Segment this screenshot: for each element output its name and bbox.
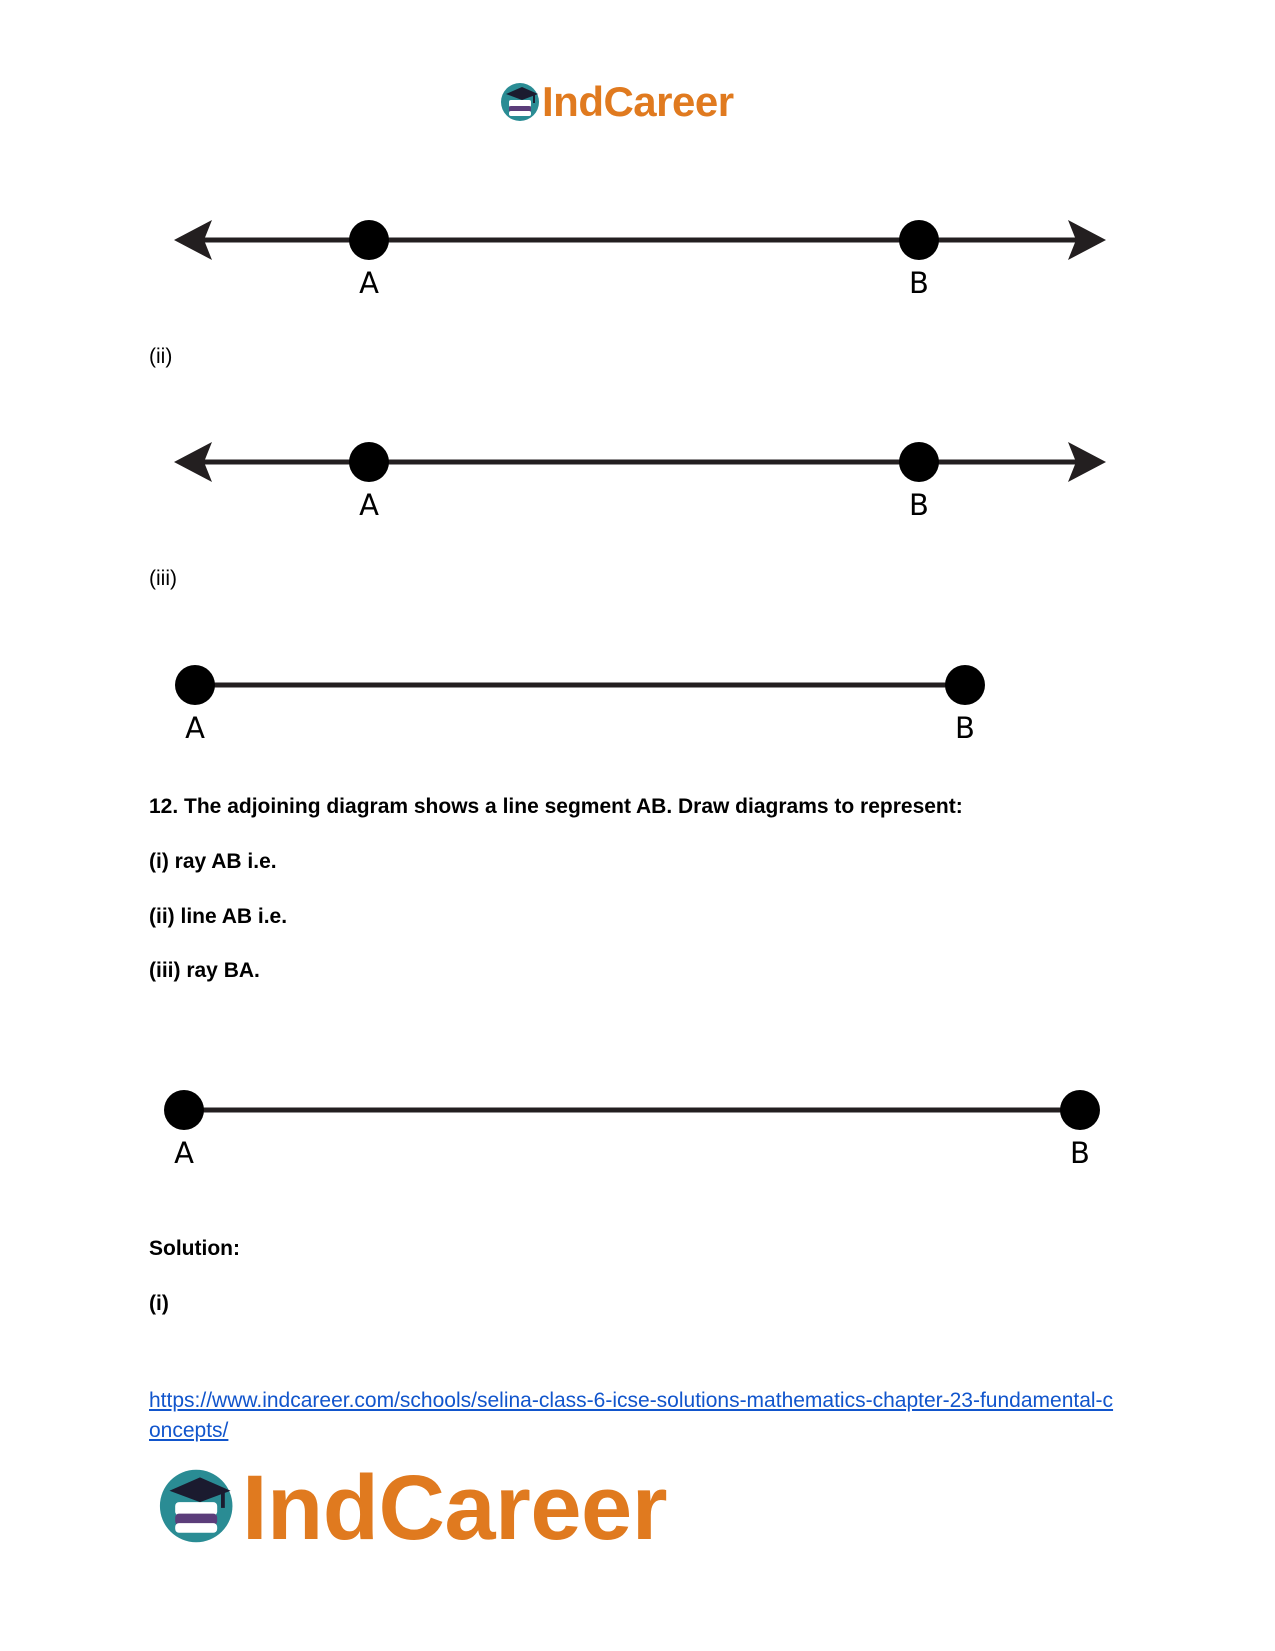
label-iii: (iii) (149, 567, 177, 590)
solution-part-i: (i) (149, 1292, 169, 1315)
footer-brand: IndCareer (242, 1457, 667, 1559)
point-b (899, 442, 939, 482)
point-a (349, 442, 389, 482)
diagram-line-ab-1 (160, 200, 1120, 310)
point-a (164, 1090, 204, 1130)
solution-heading: Solution: (149, 1237, 240, 1260)
point-b (945, 665, 985, 705)
point-a (349, 220, 389, 260)
diagram-segment-ab-2 (150, 1070, 1110, 1180)
label-b: B (909, 266, 929, 300)
label-b: B (909, 488, 929, 522)
diagram-segment-ab-1 (160, 645, 1010, 755)
label-a: A (359, 488, 379, 522)
label-ii: (ii) (149, 345, 173, 368)
question-part-1: (i) ray AB i.e. (149, 850, 277, 873)
label-b: B (1070, 1136, 1090, 1170)
graduation-cap-books-icon (158, 1464, 242, 1548)
graduation-cap-books-icon (500, 80, 544, 124)
label-a: A (174, 1136, 194, 1170)
header-logo (500, 78, 780, 128)
question-part-3: (iii) ray BA. (149, 959, 260, 982)
label-b: B (955, 711, 975, 745)
point-b (1060, 1090, 1100, 1130)
label-a: A (185, 711, 205, 745)
point-b (899, 220, 939, 260)
diagram-line-ab-2 (160, 422, 1120, 532)
question-part-2: (ii) line AB i.e. (149, 905, 288, 928)
point-a (175, 665, 215, 705)
header-brand: IndCareer (542, 78, 734, 125)
footer-logo (158, 1457, 718, 1560)
source-link[interactable]: https://www.indcareer.com/schools/selina-class-6-icse-solutions-mathematics-chapter-23-fundamental-concepts/ (149, 1389, 1114, 1442)
label-a: A (359, 266, 379, 300)
question-text: 12. The adjoining diagram shows a line segment AB. Draw diagrams to represent: (149, 795, 963, 818)
